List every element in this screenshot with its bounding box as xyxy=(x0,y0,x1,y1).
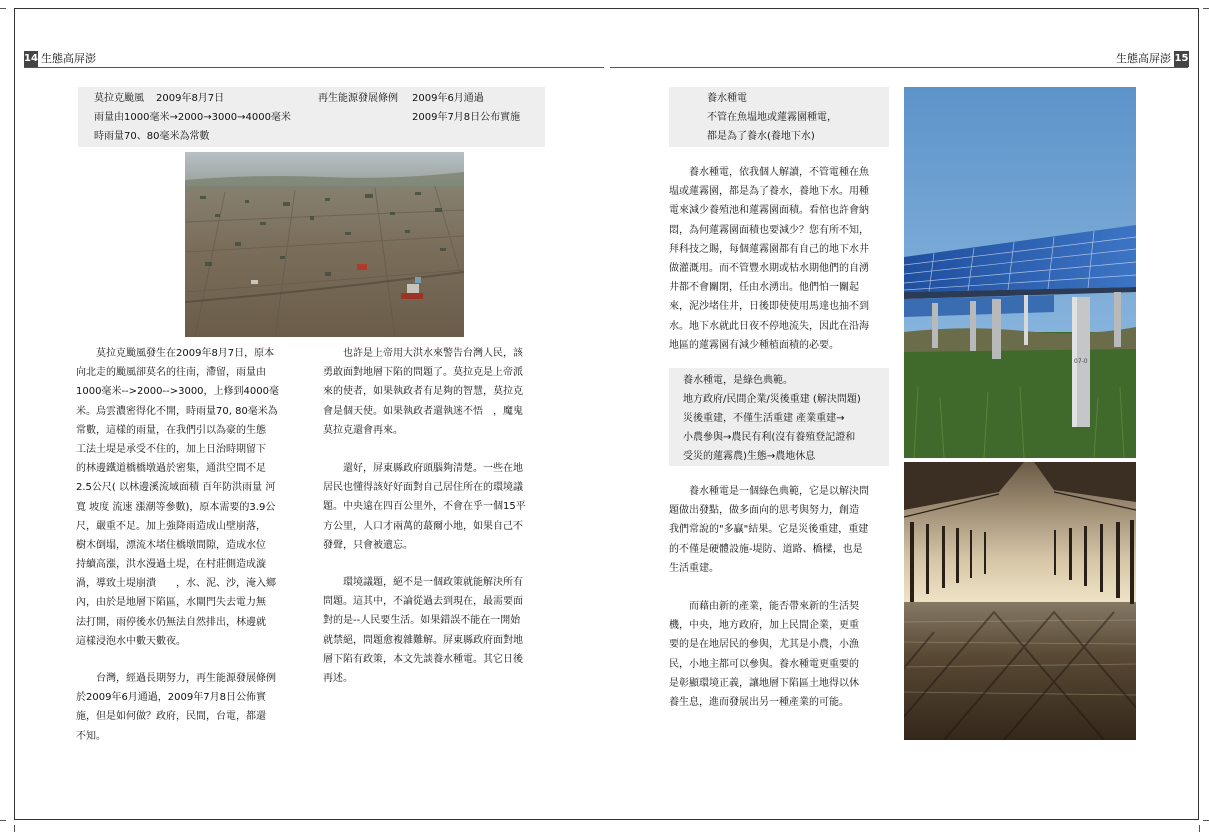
text-line: 生活重建。 xyxy=(669,562,719,574)
text-line: 拜科技之賜，每個蓮霧園都有自己的地下水井 xyxy=(669,243,869,255)
text-line: 2.5公尺( 以林邊溪流域面積 百年防洪雨量 河 xyxy=(76,482,276,494)
text-line: 塭或蓮霧園，都是為了養水，養地下水。用種 xyxy=(669,186,869,198)
law-publish-date: 2009年7月8日公布實施 xyxy=(412,112,521,123)
text-line: 而藉由新的產業，能否帶來新的生活契 xyxy=(669,601,859,612)
typhoon-title: 莫拉克颱風 xyxy=(94,93,144,104)
right-paragraph-2 xyxy=(669,482,891,578)
box2-line: 受災的蓮霧農)生態→農地休息 xyxy=(683,451,816,462)
typhoon-hourly-rainfall: 時雨量70、80毫米為常數 xyxy=(94,131,210,142)
law-pass-date: 2009年6月通過 xyxy=(412,93,484,104)
left-column-2-paragraph-1 xyxy=(323,344,546,440)
crop-mark xyxy=(1203,8,1209,9)
header-rule-left xyxy=(24,67,604,68)
text-line: 尺，嚴重不足。加上強降雨造成山壁崩落， xyxy=(76,520,266,532)
text-line: 這樣浸泡水中數天數夜。 xyxy=(76,635,186,647)
law-title: 再生能源發展條例 xyxy=(318,93,398,104)
text-line: 莫拉克颱風發生在2009年8月7日，原本 xyxy=(76,348,275,359)
text-line: 養生息，進而發展出另一種產業的可能。 xyxy=(669,696,849,708)
text-line: 層下陷有政策，本文先談養水種電。其它日後 xyxy=(323,653,523,665)
box2-line: 小農參與→農民有利(沒有養殖登記證和 xyxy=(683,432,856,443)
text-line: 電來減少養殖池和蓮霧園面積。看倌也許會納 xyxy=(669,205,869,217)
text-line: 還好，屏東縣政府頭腦夠清楚。一些在地 xyxy=(323,463,523,474)
text-line: 水。地下水就此日夜不停地流失，因此在沿海 xyxy=(669,320,869,332)
flood-aerial-photo xyxy=(185,152,464,337)
text-line: 要的是在地居民的參與，尤其是小農，小漁 xyxy=(669,639,859,651)
text-line: 方公里，人口才兩萬的蕞爾小地，如果自己不 xyxy=(323,520,523,532)
text-line: 環境議題，絕不是一個政策就能解決所有 xyxy=(323,577,523,588)
box1-line: 都是為了養水(養地下水) xyxy=(707,131,815,142)
text-line: 養水種電是一個綠色典範，它是以解決問 xyxy=(669,486,869,497)
text-line: 不知。 xyxy=(76,730,106,742)
solar-panel-photo xyxy=(904,87,1136,458)
text-line: 會是個天使。如果執政者還執迷不悟 ，魔鬼 xyxy=(323,405,523,417)
text-line: 養水種電，依我個人解讀，不管電種在魚 xyxy=(669,167,869,178)
box2-line: 養水種電，是綠色典範。 xyxy=(683,375,793,386)
crop-mark xyxy=(1199,825,1200,832)
text-line: 發聲，只會被遺忘。 xyxy=(323,539,413,551)
text-line: 施，但是如何做？政府，民間，台電，都還 xyxy=(76,711,266,723)
text-line: 再述。 xyxy=(323,672,353,684)
crop-mark xyxy=(0,820,6,821)
text-line: 來的使者，如果執政者有足夠的智慧，莫拉克 xyxy=(323,386,523,398)
text-line: 是彰顯環境正義，讓地層下陷區土地得以休 xyxy=(669,677,859,689)
header-rule-right xyxy=(610,67,1188,68)
text-line: 莫拉克還會再來。 xyxy=(323,424,403,436)
text-line: 向北走的颱風卻莫名的往南，滯留，雨量由 xyxy=(76,367,266,379)
left-column-2-paragraph-3 xyxy=(323,573,546,688)
text-line: 做灌溉用。而不管豐水期或枯水期他們的自湧 xyxy=(669,262,869,274)
text-line: 悶，為何蓮霧園面積也要減少？您有所不知， xyxy=(669,224,869,236)
box2-line: 災後重建，不僅生活重建 產業重建→ xyxy=(683,413,845,424)
page-number-left: 14 xyxy=(24,51,38,67)
text-line: 樹木倒塌，漂流木堵住橋墩間隙，造成水位 xyxy=(76,539,266,551)
typhoon-rainfall: 雨量由1000毫米→2000→3000→4000毫米 xyxy=(94,112,291,123)
text-line: 1000毫米-->2000-->3000，上修到4000毫 xyxy=(76,386,279,398)
box1-line: 不管在魚塭地或蓮霧園種電， xyxy=(707,112,837,123)
text-line: 法打開，雨停後水仍無法自然排出，林邊就 xyxy=(76,616,266,628)
text-line: 問題。這其中，不論從過去到現在，最需要面 xyxy=(323,596,523,608)
page-number-right: 15 xyxy=(1174,51,1189,67)
text-line: 寬 坡度 流速 漲潮等參數)，原本需要的3.9公 xyxy=(76,501,276,513)
right-paragraph-1 xyxy=(669,163,891,355)
text-line: 來，泥沙堵住井，日後即使使用馬達也抽不到 xyxy=(669,301,869,313)
text-line: 題。中央遠在四百公里外，不會在乎一個15平 xyxy=(323,501,526,513)
text-line: 民，小地主都可以參與。養水種電更重要的 xyxy=(669,658,859,670)
left-column-1-paragraph-2 xyxy=(76,669,296,746)
text-line: 就禁絕，問題愈複雜難解。屏東縣政府面對地 xyxy=(323,634,523,646)
text-line: 勇敢面對地層下陷的問題了。莫拉克是上帝派 xyxy=(323,367,523,379)
text-line: 工法土堤是承受不住的，加上日治時期留下 xyxy=(76,443,266,455)
text-line: 內，由於是地層下陷區，水閘門失去電力無 xyxy=(76,597,266,609)
text-line: 的不僅是硬體設施-堤防、道路、橋樑，也是 xyxy=(669,543,863,555)
section-title-right: 生態高屏澎 xyxy=(1116,52,1171,65)
section-title-left: 生態高屏澎 xyxy=(41,52,96,65)
text-line: 地區的蓮霧園有減少種植面積的必要。 xyxy=(669,339,839,351)
text-line: 對的是--人民要生活。如果錯誤不能在一開始 xyxy=(323,615,521,627)
left-column-1-paragraph-1 xyxy=(76,344,296,651)
text-line: 我們常說的"多贏"結果。它是災後重建，重建 xyxy=(669,524,869,536)
fishpond-solar-photo xyxy=(904,462,1136,740)
text-line: 的林邊鐵道橋橋墩過於密集，通洪空間不足 xyxy=(76,463,266,475)
text-line: 常數，這樣的雨量，在我們引以為豪的生態 xyxy=(76,424,266,436)
text-line: 於2009年6月通過，2009年7月8日公佈實 xyxy=(76,692,266,704)
left-column-2-paragraph-2 xyxy=(323,459,546,555)
text-line: 渦，導致土堤崩潰 ，水、泥、沙，淹入鄉 xyxy=(76,578,276,590)
box1-title: 養水種電 xyxy=(707,93,747,104)
crop-mark xyxy=(1203,820,1209,821)
text-line: 機，中央，地方政府，加上民間企業，更重 xyxy=(669,620,859,632)
crop-mark xyxy=(14,825,15,832)
right-paragraph-3 xyxy=(669,597,891,712)
pillar-label: 07-0 xyxy=(1074,358,1088,365)
text-line: 米。烏雲濃密得化不開，時雨量70, 80毫米為 xyxy=(76,405,278,417)
typhoon-date: 2009年8月7日 xyxy=(156,93,225,104)
text-line: 也許是上帝用大洪水來警告台灣人民，該 xyxy=(323,348,523,359)
text-line: 台灣，經過長期努力，再生能源發展條例 xyxy=(76,673,276,684)
crop-mark xyxy=(0,8,6,9)
text-line: 井都不會關閉，任由水湧出。他們怕一關起 xyxy=(669,282,859,294)
text-line: 居民也懂得該好好面對自己居住所在的環境議 xyxy=(323,482,523,494)
text-line: 題做出發點，做多面向的思考與努力，創造 xyxy=(669,505,859,517)
text-line: 持續高漲，洪水漫過土堤，在村莊側造成漩 xyxy=(76,559,266,571)
box2-line: 地方政府/民間企業/災後重建 (解決問題) xyxy=(683,394,861,405)
